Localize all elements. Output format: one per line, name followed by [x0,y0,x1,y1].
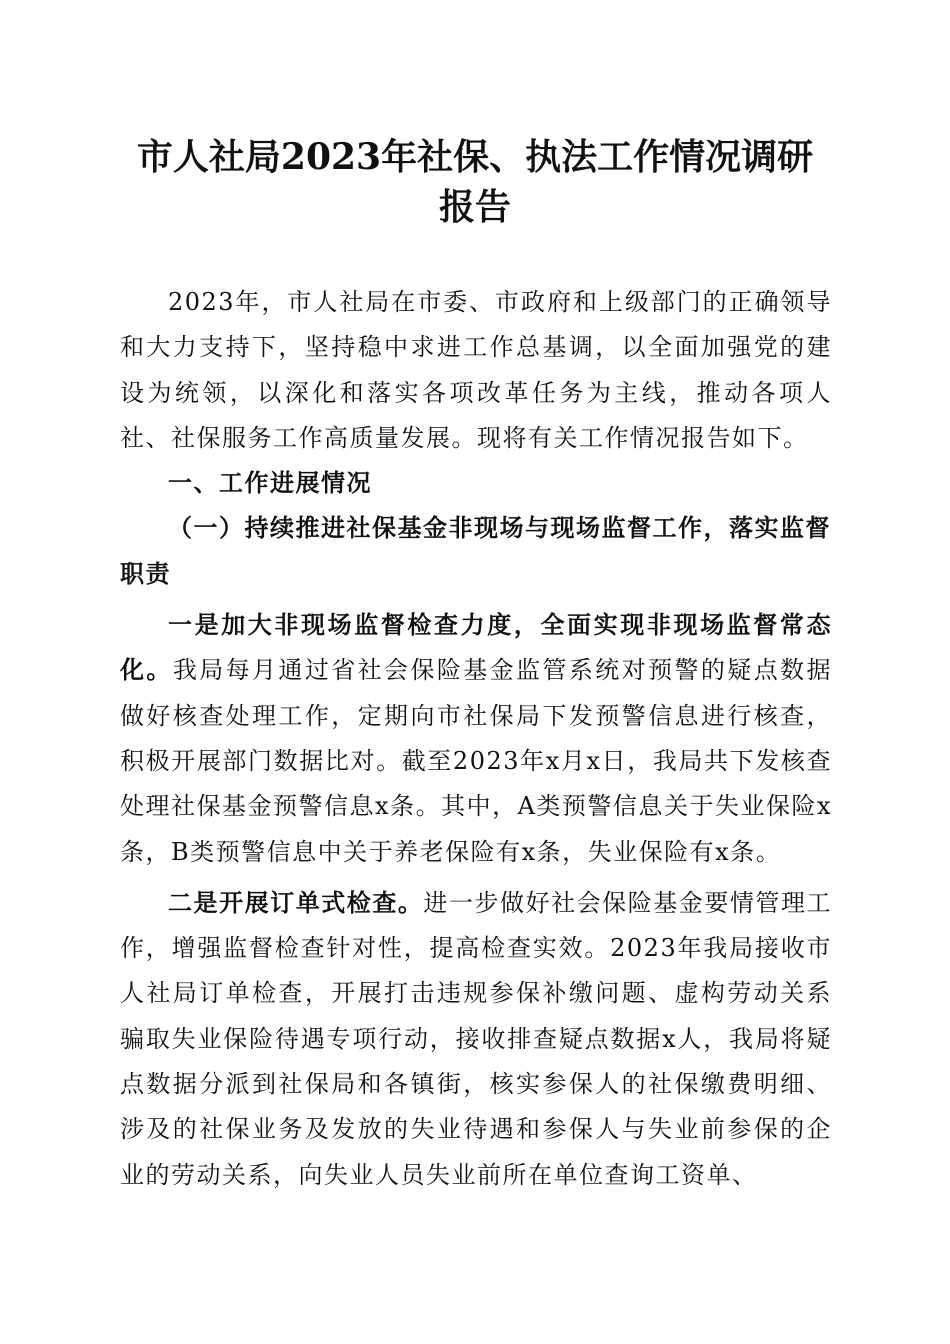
document-title: 市人社局2023年社保、执法工作情况调研报告 [136,136,814,228]
paragraph-text: 进一步做好社会保险基金要情管理工作，增强监督检查针对性，提高检查实效。2023年我局接收市人社局订单检查，开展打击违规参保补缴问题、虚构劳动关系骗取失业保险待遇专项行动，接收排查疑点数据x人，我局将疑点数据分派到社保局和各镇街，核实参保人的社保缴费明细、涉及的社保业务及发放的失业待遇和参保人与失业前参保的企业的劳动关系，向失业人员失业前所在单位查询工资单、 [120,888,833,1189]
intro-paragraph: 2023年，市人社局在市委、市政府和上级部门的正确领导和大力支持下，坚持稳中求进工作总基调，以全面加强党的建设为统领，以深化和落实各项改革任务为主线，推动各项人社、社保服务工作高质量发展。现将有关工作情况报告如下。 [120,288,832,452]
paragraph-text: 我局每月通过省社会保险基金监管系统对预警的疑点数据做好核查处理工作，定期向市社保局下发预警信息进行核查，积极开展部门数据比对。截至2023年x月x日，我局共下发核查处理社保基金预警信息x条。其中，A类预警信息关于失业保险x条，B类预警信息中关于养老保险有x条，失业保险有x条。 [120,656,833,866]
document-body [120,280,832,1198]
paragraph-lead: 二是开展订单式检查。 [168,888,424,917]
subsection-heading: （一）持续推进社保基金非现场与现场监督工作，落实监督职责 [120,514,831,588]
paragraph-non-site-supervision [120,603,832,875]
paragraph-lead: 一是加大非现场监督检查力度，全面实现非现场监督常态化。 [120,611,832,685]
paragraph-order-inspection [120,881,832,1198]
section-heading: 一、工作进展情况 [168,469,372,498]
